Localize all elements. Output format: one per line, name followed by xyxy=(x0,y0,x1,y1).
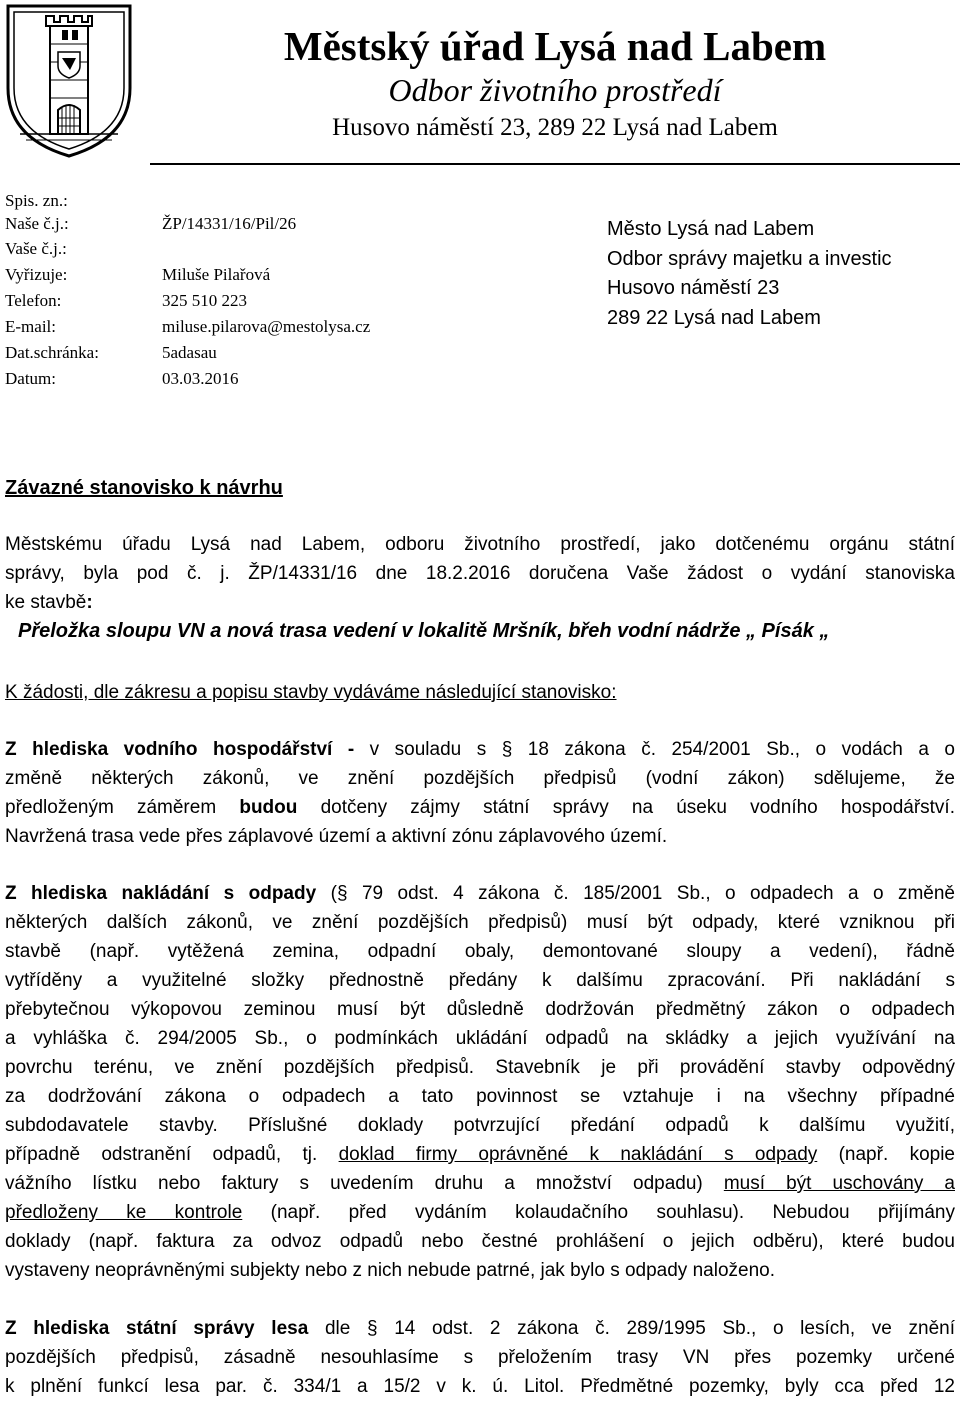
text-line: Městskému úřadu Lysá nad Labem, odboru životního prostředí, jako dotčenému orgánu státní xyxy=(5,534,955,555)
meta-value: ŽP/14331/16/Pil/26 xyxy=(162,214,297,233)
water-section xyxy=(5,735,955,851)
meta-label: Dat.schránka: xyxy=(5,343,99,362)
text-fragment: (např. před vydáním kolaudačního souhlasu). Nebudou přijímány xyxy=(242,1202,955,1223)
text-fragment: musí být uschovány a xyxy=(723,1173,955,1194)
text-fragment: vážního lístku nebo faktury s uvedením druhu a množství odpadu) xyxy=(5,1173,724,1194)
text-line: pozdějších předpisů, zásadně nesouhlasíme s přeložením trasy VN přes pozemky určené xyxy=(5,1347,955,1368)
recipient-line: Odbor správy majetku a investic xyxy=(607,247,892,270)
text-fragment: dotčeny zájmy státní správy na úseku vodního hospodářství. xyxy=(297,797,955,818)
text-line xyxy=(5,1314,955,1343)
meta-label: Naše č.j.: xyxy=(5,214,69,233)
text-fragment: případně odstranění odpadů, tj. xyxy=(5,1144,339,1165)
text-fragment: ke stavbě xyxy=(5,592,87,613)
text-line: povrchu terénu, ve znění pozdějších předpisů. Stavebník je při provádění stavby odpovědný xyxy=(5,1057,955,1078)
text-line: přebytečnou výkopovou zeminou musí být důsledně dodržován předmětný zákon o odpadech xyxy=(5,999,955,1020)
meta-value: 5adasau xyxy=(162,343,217,362)
waste-section xyxy=(5,879,955,1285)
meta-value: miluse.pilarova@mestolysa.cz xyxy=(162,317,371,336)
text-fragment: doklad firmy oprávněné k nakládání s odpady xyxy=(338,1144,818,1165)
text-line xyxy=(5,588,955,617)
text-fragment: : xyxy=(86,592,93,613)
forest-section xyxy=(5,1314,955,1401)
recipient-line: Město Lysá nad Labem xyxy=(607,218,815,240)
header-rule xyxy=(150,163,960,165)
text-line xyxy=(5,1169,955,1198)
section-lead: Z hlediska vodního hospodářství - xyxy=(5,739,355,760)
text-fragment: v souladu s § 18 zákona č. 254/2001 Sb., o vodách a o xyxy=(354,739,955,760)
meta-label: Datum: xyxy=(5,369,56,388)
text-line xyxy=(5,793,955,822)
text-line xyxy=(5,1140,955,1169)
recipient-address xyxy=(607,215,892,333)
text-line xyxy=(5,1198,955,1227)
text-line xyxy=(5,879,955,908)
text-line: doklady (např. faktura za odvoz odpadů nebo čestné prohlášení o jejich odběru), které budou xyxy=(5,1231,955,1252)
meta-label: Telefon: xyxy=(5,291,62,310)
meta-label: Vaše č.j.: xyxy=(5,239,67,258)
meta-value: Miluše Pilařová xyxy=(162,265,271,284)
text-fragment: budou xyxy=(239,797,298,818)
meta-value: 03.03.2016 xyxy=(162,369,239,388)
text-line: vytříděny a využitelné složky přednostně předány k dalšímu zpracování. Při nakládání s xyxy=(5,970,955,991)
recipient-line: 289 22 Lysá nad Labem xyxy=(607,306,821,329)
text-fragment: předloženým záměrem xyxy=(5,797,240,818)
text-line: některých dalších zákonů, ve znění pozdějších předpisů) musí být odpady, které vzniknou při xyxy=(5,912,955,933)
text-fragment: (§ 79 odst. 4 zákona č. 185/2001 Sb., o odpadech a o změně xyxy=(316,883,956,904)
text-fragment: (např. kopie xyxy=(817,1144,955,1165)
text-line: k plnění funkcí lesa par. č. 334/1 a 15/2 v k. ú. Litol. Předmětné pozemky, byly cca před 12 xyxy=(5,1376,955,1397)
construction-subject: Přeložka sloupu VN a nová trasa vedení v lokalitě Mršník, břeh vodní nádrže „ Písák „ xyxy=(18,620,830,642)
section-lead: Z hlediska státní správy lesa xyxy=(5,1318,309,1339)
meta-value: 325 510 223 xyxy=(162,291,247,310)
text-line: subdodavatele stavby. Příslušné doklady potvrzující předání odpadů k dalšímu využití, xyxy=(5,1115,955,1136)
recipient-line: Husovo náměstí 23 xyxy=(607,277,780,300)
text-fragment: dle § 14 odst. 2 zákona č. 289/1995 Sb., o lesích, ve znění xyxy=(308,1318,955,1339)
meta-label: Spis. zn.: xyxy=(5,191,68,210)
document-title: Závazné stanovisko k návrhu xyxy=(5,477,283,499)
text-line: vystaveny neoprávněnými subjekty nebo z nich nebude patrné, jak bylo s odpady naloženo. xyxy=(5,1260,775,1281)
text-line: a vyhláška č. 294/2005 Sb., o podmínkách ukládání odpadů na skládky a jejich využívání na xyxy=(5,1028,955,1049)
intro-paragraph xyxy=(5,530,955,617)
text-line: za dodržování zákona o odpadech a tato povinnost se vztahuje i na všechny případné xyxy=(5,1086,955,1107)
department-subtitle: Odbor životního prostředí xyxy=(388,72,722,108)
text-line: Navržená trasa vede přes záplavové území a aktivní zónu záplavového území. xyxy=(5,826,668,847)
office-address: Husovo náměstí 23, 289 22 Lysá nad Labem xyxy=(332,114,778,141)
text-line: K žádosti, dle zákresu a popisu stavby vydáváme následující stanovisko: xyxy=(5,682,617,703)
text-line: změně některých zákonů, ve znění pozdějších předpisů (vodní zákon) sdělujeme, že xyxy=(5,768,955,789)
city-crest-logo xyxy=(0,0,138,160)
statement-line xyxy=(5,678,955,707)
text-line xyxy=(5,735,955,764)
meta-label: Vyřizuje: xyxy=(5,265,68,284)
section-lead: Z hlediska nakládání s odpady xyxy=(5,883,317,904)
text-fragment: předloženy ke kontrole xyxy=(5,1202,243,1223)
text-line: stavbě (např. vytěžená zemina, odpadní obaly, demontované sloupy a vedení), řádně xyxy=(5,941,955,962)
meta-label: E-mail: xyxy=(5,317,56,336)
text-line: správy, byla pod č. j. ŽP/14331/16 dne 18.2.2016 doručena Vaše žádost o vydání stanoviska xyxy=(5,563,955,584)
office-title: Městský úřad Lysá nad Labem xyxy=(283,23,827,69)
